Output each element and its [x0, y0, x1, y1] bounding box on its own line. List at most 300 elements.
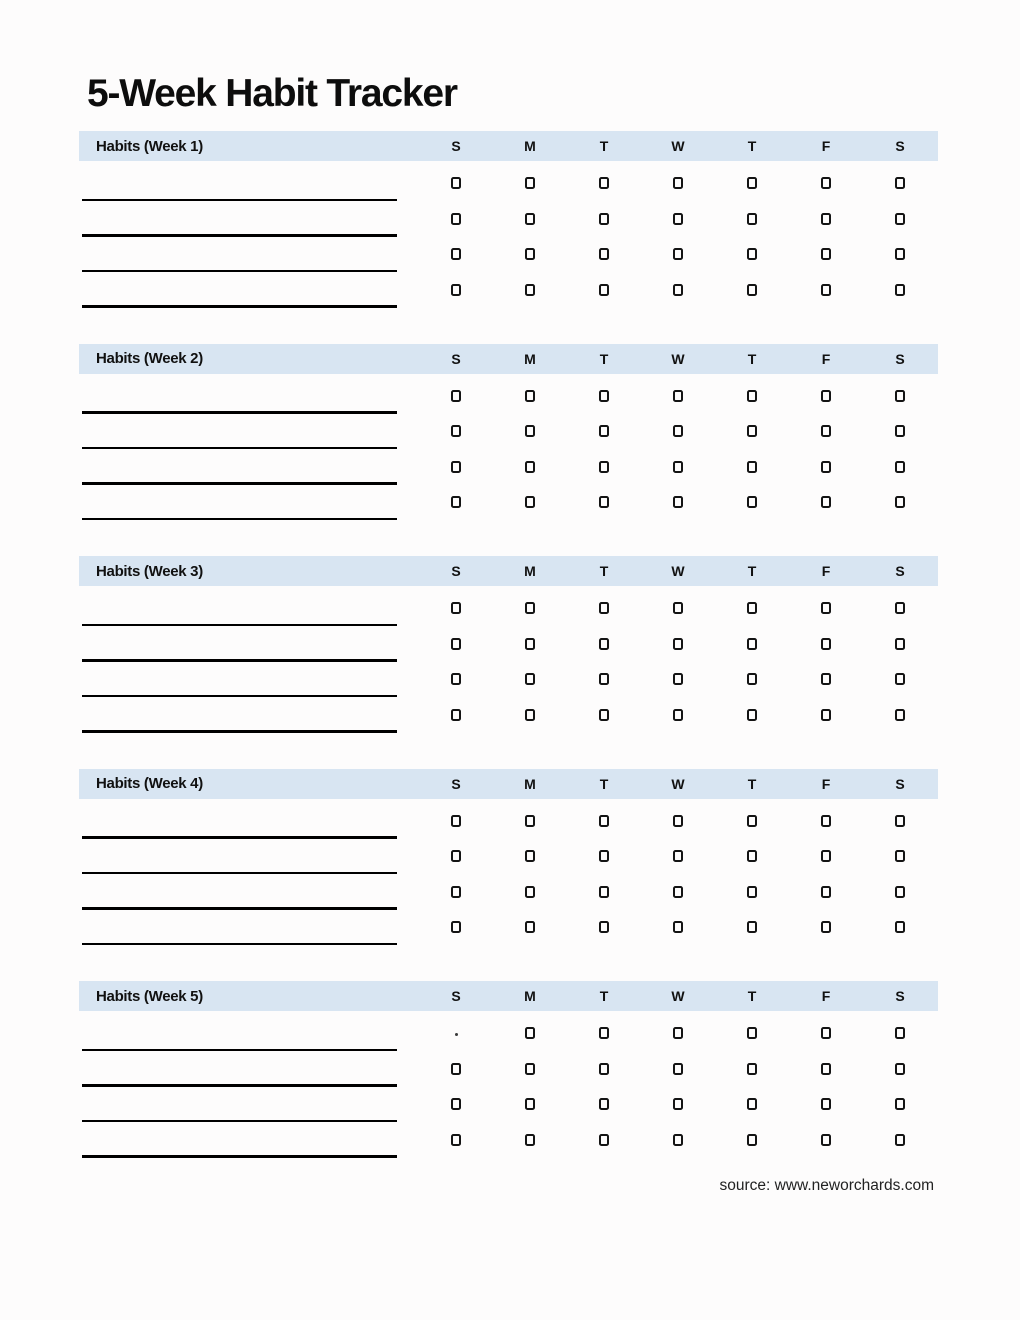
checkbox-thursday[interactable] [747, 709, 757, 721]
day-cell [789, 1016, 863, 1052]
day-cell [419, 591, 493, 627]
checkbox-wednesday[interactable] [673, 1027, 683, 1039]
checkbox-tuesday[interactable] [599, 425, 609, 437]
checkbox-sunday[interactable] [451, 709, 461, 721]
checkbox-wednesday[interactable] [673, 1134, 683, 1146]
checkbox-cells [419, 626, 937, 662]
checkbox-thursday[interactable] [747, 213, 757, 225]
checkbox-saturday[interactable] [895, 248, 905, 260]
day-cell [493, 910, 567, 946]
checkbox-tuesday[interactable] [599, 177, 609, 189]
checkbox-tuesday[interactable] [599, 815, 609, 827]
checkbox-friday[interactable] [821, 1027, 831, 1039]
habit-row [79, 1016, 938, 1052]
day-cell [789, 662, 863, 698]
checkbox-cells [419, 272, 937, 308]
day-cell [715, 485, 789, 521]
day-cell [567, 414, 641, 450]
checkbox-thursday[interactable] [747, 496, 757, 508]
day-header-friday: F [821, 138, 831, 154]
day-cell [493, 485, 567, 521]
checkbox-wednesday[interactable] [673, 709, 683, 721]
checkbox-saturday[interactable] [895, 850, 905, 862]
checkbox-wednesday[interactable] [673, 425, 683, 437]
day-cell [641, 414, 715, 450]
checkbox-friday[interactable] [821, 921, 831, 933]
day-headers [419, 563, 937, 579]
checkbox-tuesday[interactable] [599, 1134, 609, 1146]
habit-name-line [82, 730, 397, 733]
day-cell [493, 1016, 567, 1052]
checkbox-sunday[interactable] [451, 673, 461, 685]
checkbox-monday[interactable] [525, 461, 535, 473]
checkbox-tuesday[interactable] [599, 213, 609, 225]
day-cell [715, 414, 789, 450]
habit-row [79, 237, 938, 273]
checkbox-friday[interactable] [821, 461, 831, 473]
week-section [79, 131, 938, 308]
checkbox-saturday[interactable] [895, 177, 905, 189]
day-cell [419, 626, 493, 662]
day-cell [641, 1087, 715, 1123]
checkbox-tuesday[interactable] [599, 248, 609, 260]
checkbox-monday[interactable] [525, 390, 535, 402]
checkbox-sunday[interactable] [451, 425, 461, 437]
checkbox-monday[interactable] [525, 602, 535, 614]
checkbox-cells [419, 449, 937, 485]
day-cell [715, 874, 789, 910]
day-header-friday: F [821, 988, 831, 1004]
day-cell [567, 485, 641, 521]
checkbox-thursday[interactable] [747, 248, 757, 260]
day-cell [789, 1087, 863, 1123]
day-cell [863, 803, 937, 839]
checkbox-thursday[interactable] [747, 461, 757, 473]
habit-row [79, 272, 938, 308]
week-rows [79, 586, 938, 733]
day-cell [419, 874, 493, 910]
checkbox-saturday[interactable] [895, 673, 905, 685]
checkbox-wednesday[interactable] [673, 602, 683, 614]
habit-name-line [82, 305, 397, 308]
checkbox-cells [419, 1016, 937, 1052]
checkbox-wednesday[interactable] [673, 815, 683, 827]
checkbox-wednesday[interactable] [673, 886, 683, 898]
habit-name-cell[interactable] [79, 910, 419, 946]
checkbox-friday[interactable] [821, 673, 831, 685]
habit-name-cell[interactable] [79, 1087, 419, 1123]
checkbox-wednesday[interactable] [673, 496, 683, 508]
checkbox-thursday[interactable] [747, 921, 757, 933]
checkbox-thursday[interactable] [747, 1134, 757, 1146]
checkbox-tuesday[interactable] [599, 921, 609, 933]
habit-row [79, 910, 938, 946]
checkbox-thursday[interactable] [747, 1063, 757, 1075]
checkbox-sunday[interactable] [451, 638, 461, 650]
checkbox-cells [419, 662, 937, 698]
checkbox-wednesday[interactable] [673, 921, 683, 933]
checkbox-monday[interactable] [525, 850, 535, 862]
checkbox-wednesday[interactable] [673, 213, 683, 225]
day-cell [493, 166, 567, 202]
day-cell [641, 1016, 715, 1052]
checkbox-wednesday[interactable] [673, 390, 683, 402]
checkbox-sunday[interactable] [451, 248, 461, 260]
day-cell [789, 201, 863, 237]
checkbox-tuesday[interactable] [599, 886, 609, 898]
checkbox-thursday[interactable] [747, 177, 757, 189]
day-header-wednesday: W [671, 563, 685, 579]
checkbox-friday[interactable] [821, 709, 831, 721]
day-cell [641, 910, 715, 946]
habit-name-cell[interactable] [79, 1051, 419, 1087]
day-header-monday: M [524, 563, 536, 579]
checkbox-tuesday[interactable] [599, 284, 609, 296]
checkbox-thursday[interactable] [747, 425, 757, 437]
day-cell [863, 237, 937, 273]
day-cell [863, 910, 937, 946]
checkbox-monday[interactable] [525, 921, 535, 933]
habit-name-cell[interactable] [79, 201, 419, 237]
day-header-wednesday: W [671, 138, 685, 154]
habit-name-cell[interactable] [79, 166, 419, 202]
day-cell [863, 378, 937, 414]
checkbox-friday[interactable] [821, 602, 831, 614]
habit-name-cell[interactable] [79, 697, 419, 733]
week-section [79, 981, 938, 1158]
day-cell [419, 166, 493, 202]
checkbox-friday[interactable] [821, 496, 831, 508]
checkbox-sunday[interactable] [451, 213, 461, 225]
day-cell [863, 874, 937, 910]
habit-row [79, 591, 938, 627]
day-cell [789, 414, 863, 450]
day-header-monday: M [524, 775, 536, 792]
checkbox-tuesday[interactable] [599, 390, 609, 402]
habit-row [79, 874, 938, 910]
checkbox-monday[interactable] [525, 177, 535, 189]
day-cell [789, 1051, 863, 1087]
habit-name-cell[interactable] [79, 237, 419, 273]
checkbox-friday[interactable] [821, 1063, 831, 1075]
day-cell [641, 237, 715, 273]
checkbox-monday[interactable] [525, 1134, 535, 1146]
checkbox-saturday[interactable] [895, 709, 905, 721]
day-cell [715, 591, 789, 627]
day-cell [419, 1051, 493, 1087]
day-cell [863, 626, 937, 662]
day-cell [419, 803, 493, 839]
day-cell [493, 1087, 567, 1123]
checkbox-tuesday[interactable] [599, 1027, 609, 1039]
day-header-sunday: S [451, 988, 461, 1004]
checkbox-thursday[interactable] [747, 284, 757, 296]
week-rows [79, 1011, 938, 1158]
day-cell [863, 1051, 937, 1087]
checkbox-tuesday[interactable] [599, 1063, 609, 1075]
week-rows [79, 374, 938, 521]
checkbox-friday[interactable] [821, 850, 831, 862]
day-cell [789, 910, 863, 946]
checkbox-saturday[interactable] [895, 284, 905, 296]
checkbox-cells [419, 414, 937, 450]
checkbox-friday[interactable] [821, 425, 831, 437]
checkbox-saturday[interactable] [895, 213, 905, 225]
checkbox-friday[interactable] [821, 213, 831, 225]
checkbox-thursday[interactable] [747, 1027, 757, 1039]
checkbox-friday[interactable] [821, 284, 831, 296]
day-cell [715, 803, 789, 839]
day-cell [715, 910, 789, 946]
checkbox-sunday[interactable] [451, 1098, 461, 1110]
day-cell [789, 1122, 863, 1158]
habit-name-cell[interactable] [79, 803, 419, 839]
checkbox-monday[interactable] [525, 1098, 535, 1110]
checkbox-monday[interactable] [525, 496, 535, 508]
day-cell [419, 237, 493, 273]
habit-row [79, 449, 938, 485]
checkbox-sunday[interactable] [451, 850, 461, 862]
week-label: Habits (Week 3) [96, 562, 203, 580]
checkbox-monday[interactable] [525, 213, 535, 225]
checkbox-sunday[interactable] [451, 1134, 461, 1146]
day-cell [641, 839, 715, 875]
day-header-sunday: S [451, 138, 461, 154]
habit-name-cell[interactable] [79, 449, 419, 485]
habit-name-cell[interactable] [79, 485, 419, 521]
checkbox-thursday[interactable] [747, 886, 757, 898]
checkbox-monday[interactable] [525, 248, 535, 260]
day-header-tuesday: T [599, 988, 609, 1004]
day-cell [641, 591, 715, 627]
checkbox-sunday[interactable] [451, 921, 461, 933]
checkbox-wednesday[interactable] [673, 284, 683, 296]
day-cell [715, 1087, 789, 1123]
day-cell [419, 910, 493, 946]
checkbox-sunday[interactable] [451, 496, 461, 508]
checkbox-friday[interactable] [821, 390, 831, 402]
checkbox-sunday[interactable] [451, 886, 461, 898]
checkbox-monday[interactable] [525, 1027, 535, 1039]
day-cell [493, 626, 567, 662]
checkbox-tuesday[interactable] [599, 673, 609, 685]
habit-name-cell[interactable] [79, 1122, 419, 1158]
habit-name-cell[interactable] [79, 272, 419, 308]
checkbox-thursday[interactable] [747, 815, 757, 827]
source-credit: source: www.neworchards.com [719, 1177, 934, 1194]
checkbox-wednesday[interactable] [673, 1098, 683, 1110]
checkbox-tuesday[interactable] [599, 602, 609, 614]
day-cell [789, 626, 863, 662]
checkbox-saturday[interactable] [895, 886, 905, 898]
checkbox-cells [419, 201, 937, 237]
day-cell [493, 803, 567, 839]
checkbox-thursday[interactable] [747, 390, 757, 402]
checkbox-friday[interactable] [821, 815, 831, 827]
day-cell [567, 1016, 641, 1052]
day-header-sunday: S [451, 350, 461, 367]
checkbox-saturday[interactable] [895, 815, 905, 827]
checkbox-wednesday[interactable] [673, 850, 683, 862]
habit-name-line [82, 943, 397, 946]
checkbox-sunday[interactable] [451, 284, 461, 296]
habit-row [79, 697, 938, 733]
day-cell [789, 803, 863, 839]
day-cell [567, 449, 641, 485]
checkbox-monday[interactable] [525, 886, 535, 898]
checkbox-sunday[interactable] [451, 177, 461, 189]
day-cell [567, 626, 641, 662]
day-cell [641, 697, 715, 733]
checkbox-friday[interactable] [821, 1098, 831, 1110]
checkbox-tuesday[interactable] [599, 1098, 609, 1110]
day-cell [419, 378, 493, 414]
checkbox-wednesday[interactable] [673, 461, 683, 473]
day-cell [789, 237, 863, 273]
day-header-saturday: S [895, 138, 905, 154]
checkbox-saturday[interactable] [895, 1098, 905, 1110]
checkbox-tuesday[interactable] [599, 638, 609, 650]
day-cell [863, 1016, 937, 1052]
checkbox-wednesday[interactable] [673, 638, 683, 650]
day-headers [419, 138, 937, 154]
day-cell [641, 874, 715, 910]
week-header [79, 769, 938, 799]
habit-name-cell[interactable] [79, 414, 419, 450]
habit-row [79, 414, 938, 450]
checkbox-cells [419, 874, 937, 910]
day-cell [641, 272, 715, 308]
checkbox-tuesday[interactable] [599, 496, 609, 508]
day-headers [419, 351, 937, 367]
checkbox-saturday[interactable] [895, 425, 905, 437]
day-cell [567, 272, 641, 308]
checkbox-sunday[interactable] [451, 815, 461, 827]
checkbox-sunday[interactable] [451, 390, 461, 402]
habit-row [79, 378, 938, 414]
checkbox-cells [419, 910, 937, 946]
day-header-thursday: T [747, 350, 757, 367]
day-cell [863, 839, 937, 875]
day-cell [641, 626, 715, 662]
day-header-thursday: T [747, 775, 757, 792]
day-cell [493, 839, 567, 875]
checkbox-saturday[interactable] [895, 638, 905, 650]
checkbox-cells [419, 378, 937, 414]
day-cell [419, 1016, 493, 1052]
weeks-container [79, 131, 938, 1194]
day-cell [715, 1051, 789, 1087]
checkbox-thursday[interactable] [747, 638, 757, 650]
day-cell [419, 272, 493, 308]
checkbox-saturday[interactable] [895, 461, 905, 473]
week-header [79, 131, 938, 161]
habit-row [79, 166, 938, 202]
day-header-thursday: T [747, 563, 757, 579]
checkbox-monday[interactable] [525, 425, 535, 437]
day-cell [493, 697, 567, 733]
checkbox-saturday[interactable] [895, 390, 905, 402]
day-cell [567, 166, 641, 202]
checkbox-sunday[interactable] [451, 1063, 461, 1075]
checkbox-saturday[interactable] [895, 1134, 905, 1146]
habit-name-cell[interactable] [79, 662, 419, 698]
checkbox-thursday[interactable] [747, 850, 757, 862]
day-headers [419, 776, 937, 792]
checkbox-sunday[interactable] [451, 602, 461, 614]
checkbox-thursday[interactable] [747, 673, 757, 685]
day-cell [567, 803, 641, 839]
checkbox-thursday[interactable] [747, 602, 757, 614]
checkbox-monday[interactable] [525, 1063, 535, 1075]
checkbox-saturday[interactable] [895, 921, 905, 933]
day-cell [789, 166, 863, 202]
habit-row [79, 803, 938, 839]
checkbox-wednesday[interactable] [673, 1063, 683, 1075]
checkbox-friday[interactable] [821, 248, 831, 260]
habit-name-cell[interactable] [79, 626, 419, 662]
checkbox-tuesday[interactable] [599, 850, 609, 862]
day-cell [715, 201, 789, 237]
checkbox-tuesday[interactable] [599, 461, 609, 473]
checkbox-monday[interactable] [525, 638, 535, 650]
checkbox-friday[interactable] [821, 886, 831, 898]
day-cell [641, 1051, 715, 1087]
day-cell [419, 839, 493, 875]
habit-name-cell[interactable] [79, 378, 419, 414]
day-cell [419, 697, 493, 733]
day-cell [715, 272, 789, 308]
day-header-wednesday: W [671, 350, 685, 367]
checkbox-sunday[interactable] [451, 461, 461, 473]
checkbox-monday[interactable] [525, 284, 535, 296]
day-cell [715, 378, 789, 414]
checkbox-monday[interactable] [525, 709, 535, 721]
week-section [79, 556, 938, 733]
checkbox-wednesday[interactable] [673, 177, 683, 189]
habit-name-cell[interactable] [79, 591, 419, 627]
checkbox-monday[interactable] [525, 815, 535, 827]
page-title: 5-Week Habit Tracker [87, 72, 457, 115]
checkbox-saturday[interactable] [895, 496, 905, 508]
checkbox-wednesday[interactable] [673, 248, 683, 260]
day-cell [567, 1087, 641, 1123]
checkbox-saturday[interactable] [895, 1063, 905, 1075]
day-cell [789, 591, 863, 627]
checkbox-thursday[interactable] [747, 1098, 757, 1110]
habit-name-cell[interactable] [79, 839, 419, 875]
day-header-tuesday: T [599, 775, 609, 792]
habit-name-cell[interactable] [79, 874, 419, 910]
checkbox-friday[interactable] [821, 638, 831, 650]
checkbox-wednesday[interactable] [673, 673, 683, 685]
habit-name-cell[interactable] [79, 1016, 419, 1052]
day-cell [789, 874, 863, 910]
checkbox-friday[interactable] [821, 1134, 831, 1146]
day-header-thursday: T [747, 138, 757, 154]
day-header-monday: M [524, 350, 536, 367]
checkbox-cells [419, 1051, 937, 1087]
habit-row [79, 201, 938, 237]
checkbox-friday[interactable] [821, 177, 831, 189]
checkbox-monday[interactable] [525, 673, 535, 685]
checkbox-saturday[interactable] [895, 1027, 905, 1039]
checkbox-saturday[interactable] [895, 602, 905, 614]
day-header-friday: F [821, 350, 831, 367]
checkbox-tuesday[interactable] [599, 709, 609, 721]
day-header-tuesday: T [599, 350, 609, 367]
day-cell [567, 1122, 641, 1158]
